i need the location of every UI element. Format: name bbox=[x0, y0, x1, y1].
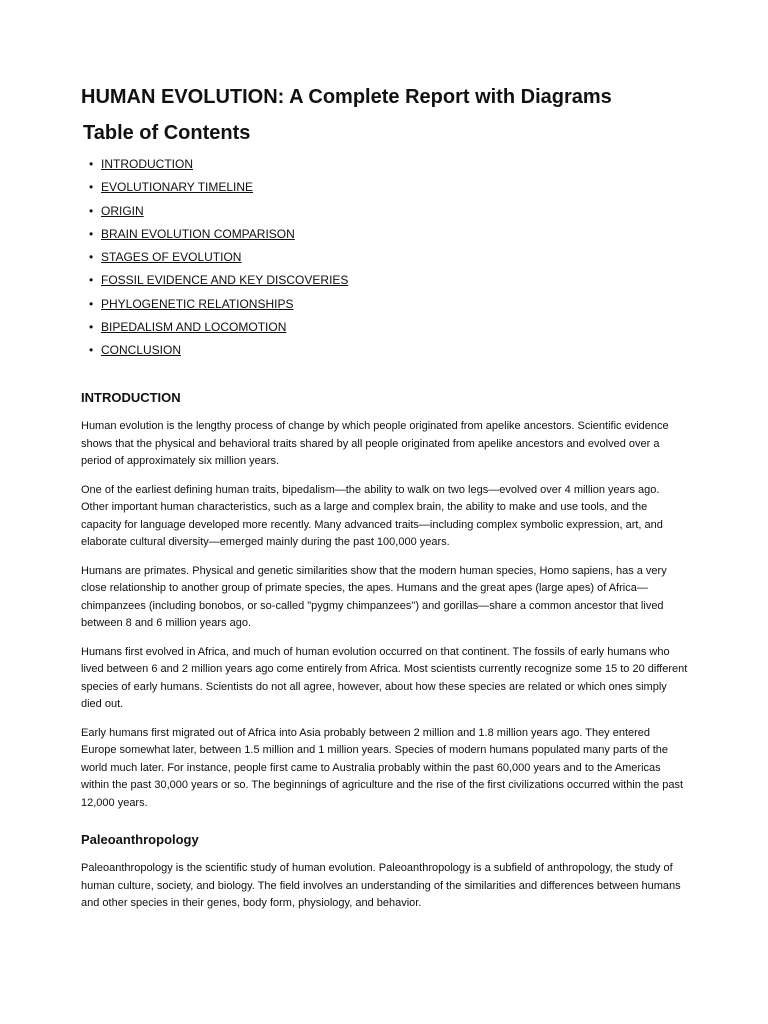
bullet-icon: • bbox=[89, 157, 94, 171]
toc-item bbox=[89, 320, 688, 334]
paleoanthropology-heading: Paleoanthropology bbox=[81, 832, 199, 848]
toc-link-fossil-evidence[interactable]: FOSSIL EVIDENCE AND KEY DISCOVERIES bbox=[101, 273, 349, 288]
toc-item bbox=[89, 297, 688, 311]
toc-item bbox=[89, 227, 688, 241]
bullet-icon: • bbox=[89, 180, 94, 195]
toc-link-origin[interactable]: ORIGIN bbox=[101, 203, 144, 218]
introduction-paragraph: Human evolution is the lengthy process of change by which people originated from apelike ancestors. Scientific evidence shows that the physical and behavioral traits shared by all people originated from apelike ancestors and evolved over a period of approximately six million years. bbox=[81, 420, 669, 468]
bullet-icon: • bbox=[89, 320, 94, 335]
toc-link-phylogenetic-relationships[interactable]: PHYLOGENETIC RELATIONSHIPS bbox=[101, 296, 294, 311]
introduction-paragraph: Early humans first migrated out of Africa into Asia probably between 2 million and 1.8 million years ago. They entered Europe somewhat later, between 1.5 million and 1 million years. Species of modern humans populated many parts of the world much later. For instance, people first came to Australia probably within the past 60,000 years and to the Americas within the past 30,000 years or so. The beginnings of agriculture and the rise of the first civilizations occurred within the past 12,000 years. bbox=[81, 726, 684, 809]
toc-item bbox=[89, 180, 688, 194]
bullet-icon: • bbox=[89, 273, 94, 288]
introduction-paragraph: Humans first evolved in Africa, and much of human evolution occurred on that continent. The fossils of early humans who lived between 6 and 2 million years ago come entirely from Africa. Most scientists currently recognize some 15 to 20 different species of early humans. Scientists do not all agree, however, about how these species are related or which ones simply died out. bbox=[81, 645, 688, 711]
toc-link-conclusion[interactable]: CONCLUSION bbox=[101, 343, 182, 358]
toc-link-bipedalism-and-locomotion[interactable]: BIPEDALISM AND LOCOMOTION bbox=[101, 320, 287, 335]
bullet-icon: • bbox=[89, 203, 94, 218]
toc-title: Table of Contents bbox=[83, 122, 251, 144]
bullet-icon: • bbox=[89, 226, 94, 241]
toc-link-introduction[interactable]: INTRODUCTION bbox=[101, 157, 193, 171]
toc-item bbox=[89, 157, 688, 171]
bullet-icon: • bbox=[89, 343, 94, 358]
bullet-icon: • bbox=[89, 250, 94, 265]
toc-item bbox=[89, 204, 688, 218]
toc-list bbox=[81, 157, 688, 357]
bullet-icon: • bbox=[89, 296, 94, 311]
toc-item bbox=[89, 343, 688, 357]
introduction-heading: INTRODUCTION bbox=[81, 390, 181, 406]
toc-item bbox=[89, 250, 688, 264]
toc-link-brain-evolution-comparison[interactable]: BRAIN EVOLUTION COMPARISON bbox=[101, 226, 295, 241]
introduction-paragraph: Humans are primates. Physical and genetic similarities show that the modern human species, Homo sapiens, has a very close relationship to another group of primate species, the apes. Humans and the great apes (large apes) of Africa—chimpanzees (including bonobos, or so-called "pygmy chimpanzees") and gorillas—share a common ancestor that lived between 8 and 6 million years ago. bbox=[81, 564, 667, 630]
toc-link-evolutionary-timeline[interactable]: EVOLUTIONARY TIMELINE bbox=[101, 180, 254, 195]
document-title: HUMAN EVOLUTION: A Complete Report with Diagrams bbox=[81, 86, 612, 108]
toc-link-stages-of-evolution[interactable]: STAGES OF EVOLUTION bbox=[101, 250, 242, 265]
introduction-paragraph: One of the earliest defining human traits, bipedalism—the ability to walk on two legs—evolved over 4 million years ago. Other important human characteristics, such as a large and complex brain, the ability to make and use tools, and the capacity for language developed more recently. Many advanced traits—including complex symbolic expression, art, and elaborate cultural diversity—emerged mainly during the past 100,000 years. bbox=[81, 483, 663, 549]
toc-item bbox=[89, 273, 688, 287]
paleoanthropology-paragraph: Paleoanthropology is the scientific study of human evolution. Paleoanthropology is a subfield of anthropology, the study of human culture, society, and biology. The field involves an understanding of the similarities and differences between humans and other species in their genes, body form, physiology, and behavior. bbox=[81, 862, 681, 910]
